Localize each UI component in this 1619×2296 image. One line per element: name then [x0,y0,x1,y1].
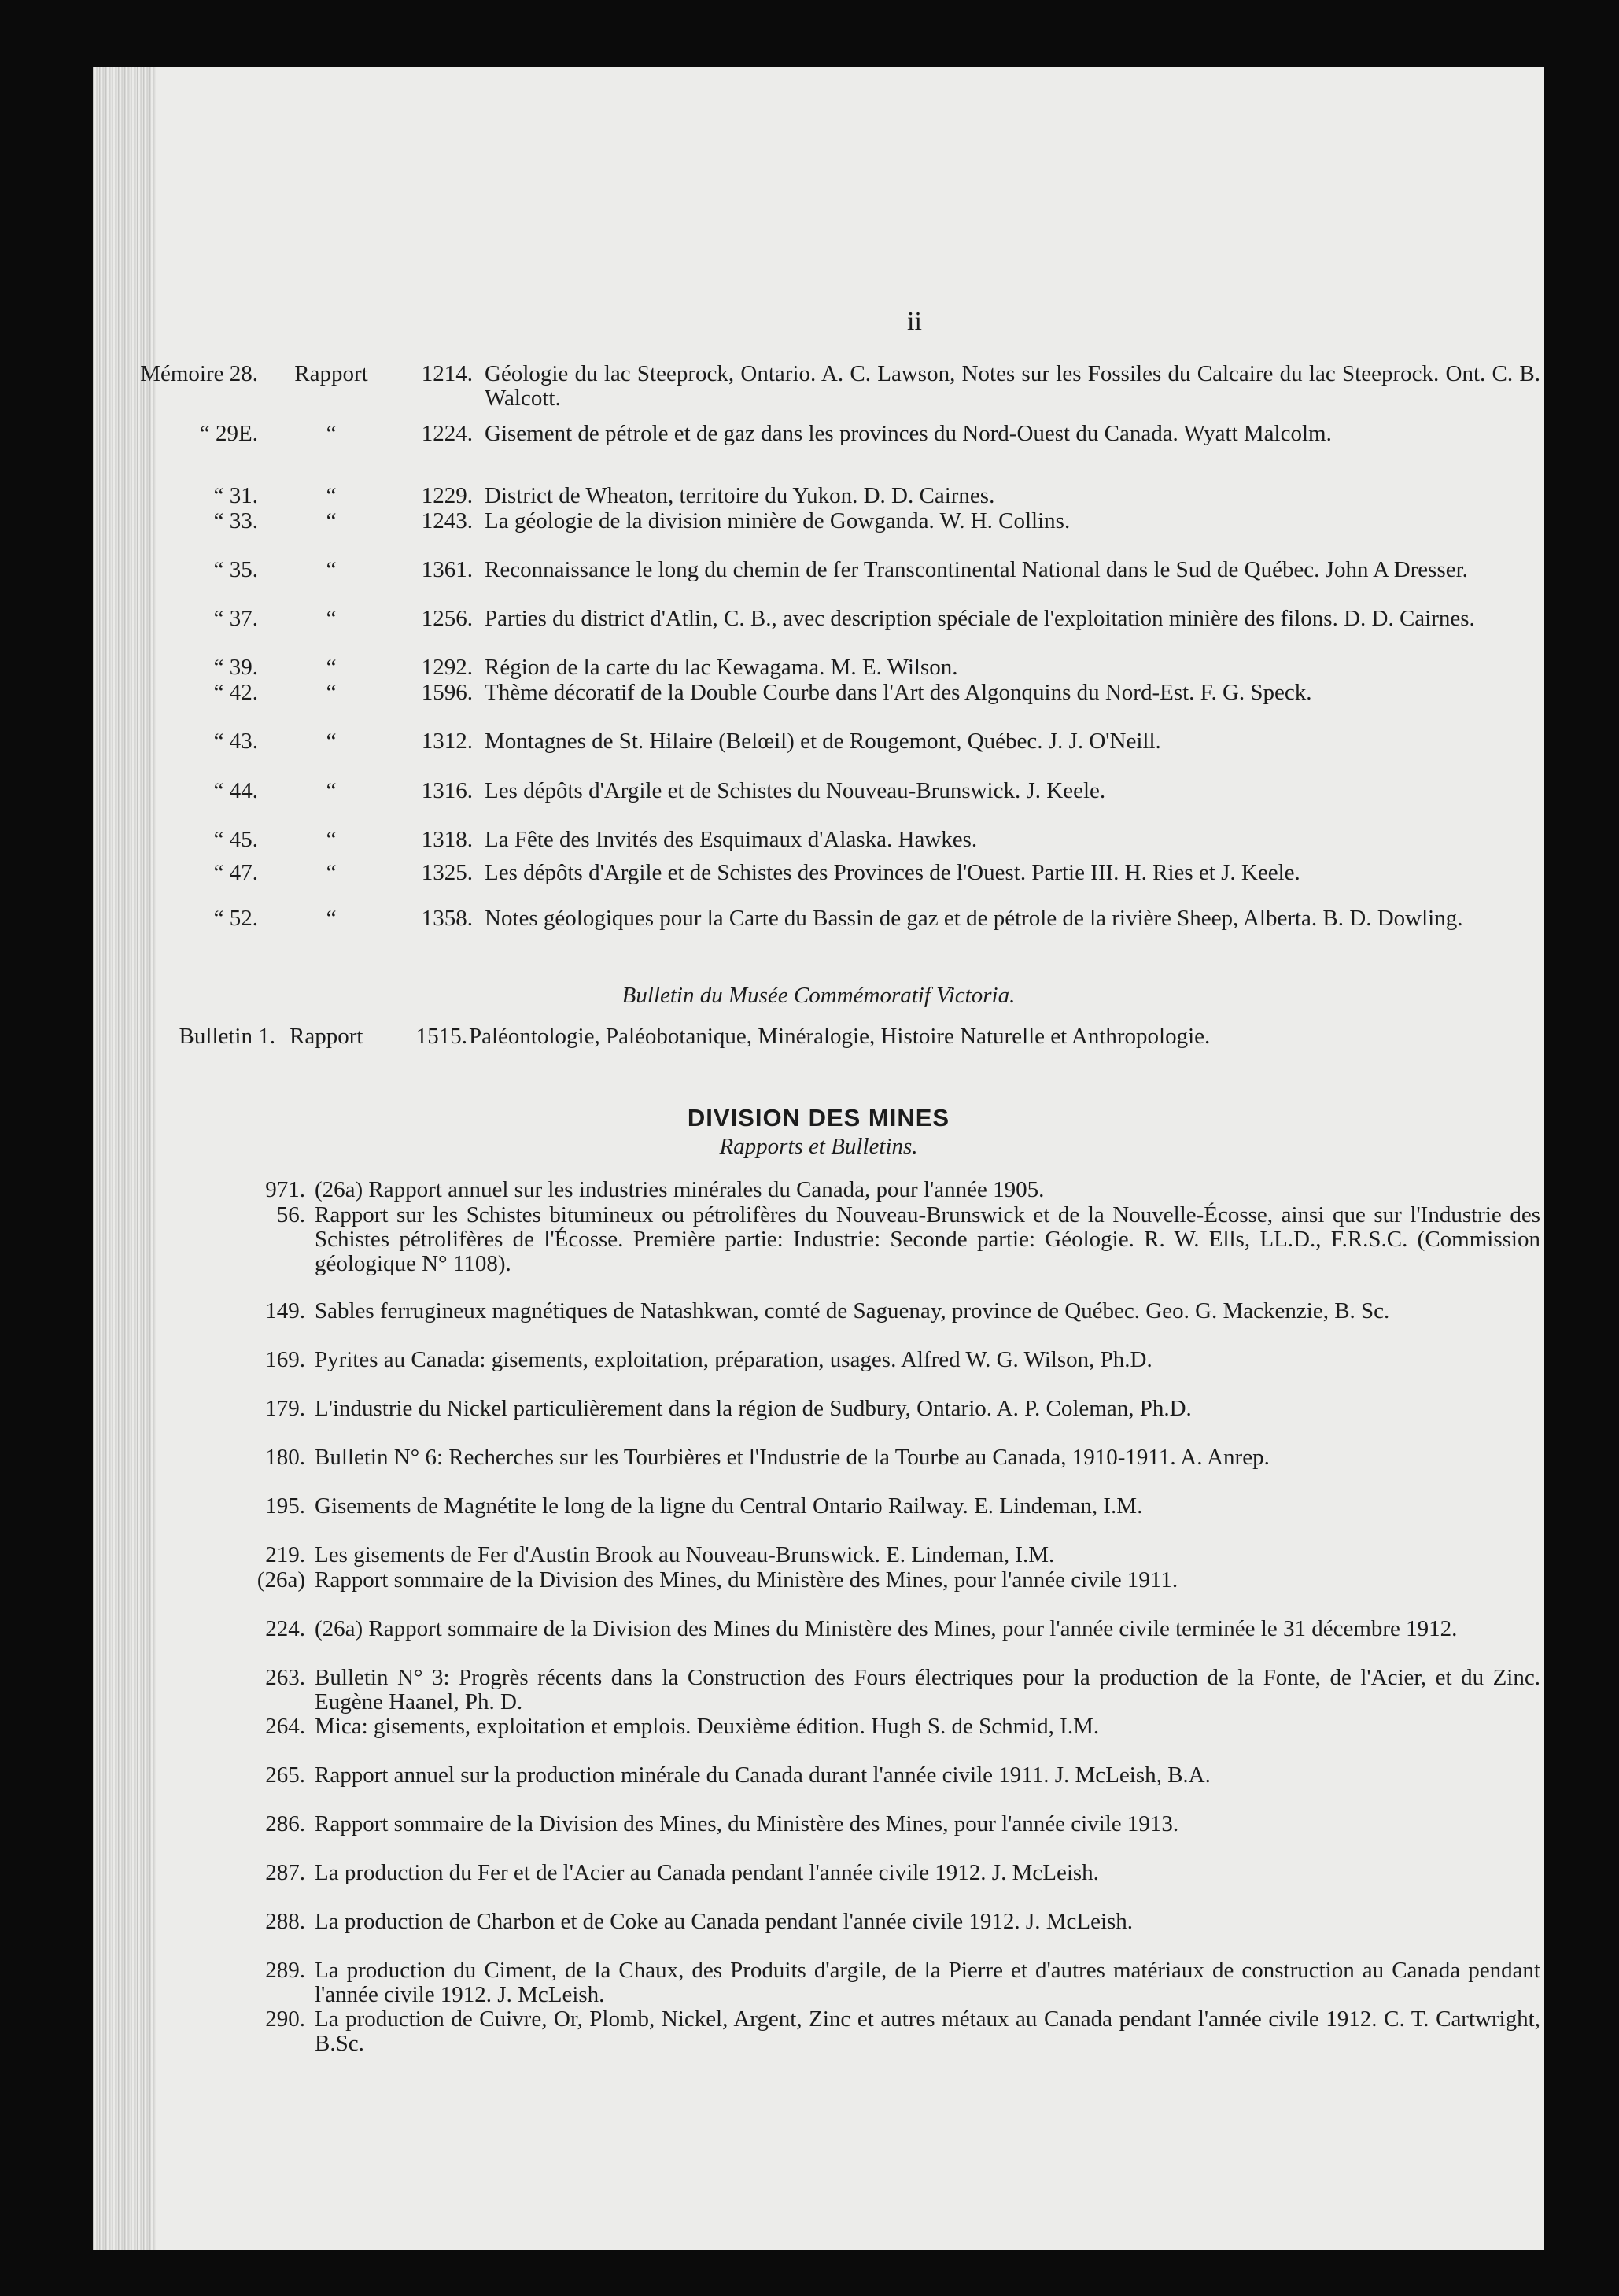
memoire-series: “ 37. [213,606,258,631]
memoire-number: 1229. [421,483,473,508]
memoire-text: Géologie du lac Steeprock, Ontario. A. C. Lawson, Notes sur les Fossiles du Calcaire du lac Steeprock. Ont. C. B. Walcott. [485,361,1540,411]
mines-entry-text: Rapport annuel sur la production minérale du Canada durant l'année civile 1911. J. McLeish, B.A. [315,1763,1211,1788]
bulletin-text: Paléontologie, Paléobotanique, Minéralogie, Histoire Naturelle et Anthropologie. [469,1024,1211,1049]
mines-entry-text: Rapport sommaire de la Division des Mines, du Ministère des Mines, pour l'année civile 1911. [315,1567,1178,1593]
mines-entry-number: 286. [265,1811,305,1836]
mines-entry-number: 290. [265,2006,305,2032]
memoire-text: Gisement de pétrole et de gaz dans les provinces du Nord-Ouest du Canada. Wyatt Malcolm. [485,421,1332,446]
memoire-label: “ [326,508,337,533]
mines-entry-number: 56. [276,1202,305,1227]
division-title: DIVISION DES MINES [687,1104,950,1131]
memoire-series: “ 31. [213,483,258,508]
bulletin-label: Rapport [290,1024,363,1049]
mines-entry-number: 264. [265,1714,305,1739]
memoire-number: 1316. [421,778,473,803]
bulletin-series: Bulletin 1. [179,1024,275,1049]
mines-entry-text: (26a) Rapport annuel sur les industries minérales du Canada, pour l'année 1905. [315,1177,1045,1202]
page-number: ii [907,307,922,336]
mines-entry-text: Bulletin N° 6: Recherches sur les Tourbières et l'Industrie de la Tourbe au Canada, 1910-1911. A. Anrep. [315,1445,1270,1470]
mines-entry-text: Mica: gisements, exploitation et emplois. Deuxième édition. Hugh S. de Schmid, I.M. [315,1714,1100,1739]
mines-entry-text: La production du Fer et de l'Acier au Canada pendant l'année civile 1912. J. McLeish. [315,1860,1099,1885]
memoire-number: 1318. [421,827,473,852]
mines-entry-text: La production de Cuivre, Or, Plomb, Nickel, Argent, Zinc et autres métaux au Canada pendant l'année civile 1912. C. T. Cartwright, B.Sc. [315,2006,1540,2056]
bulletin-heading: Bulletin du Musée Commémoratif Victoria. [621,983,1016,1008]
memoire-text: Les dépôts d'Argile et de Schistes du Nouveau-Brunswick. J. Keele. [485,778,1106,803]
mines-entry-text: L'industrie du Nickel particulièrement dans la région de Sudbury, Ontario. A. P. Coleman, Ph.D. [315,1396,1192,1421]
memoire-text: Reconnaissance le long du chemin de fer Transcontinental National dans le Sud de Québec. John A Dresser. [485,557,1468,582]
memoire-series: “ 42. [213,680,258,705]
mines-entry-number: 180. [265,1445,305,1470]
mines-entry-text: La production du Ciment, de la Chaux, des Produits d'argile, de la Pierre et d'autres matériaux de construction au Canada pendant l'année civile 1912. J. McLeish. [315,1958,1540,2007]
memoire-label: “ [326,906,337,931]
mines-entry-text: Rapport sommaire de la Division des Mines, du Ministère des Mines, pour l'année civile 1913. [315,1811,1179,1836]
memoire-number: 1243. [421,508,473,533]
mines-entry-number: 287. [265,1860,305,1885]
mines-entry-number: 971. [265,1177,305,1202]
mines-entry-text: Pyrites au Canada: gisements, exploitation, préparation, usages. Alfred W. G. Wilson, Ph.D. [315,1347,1152,1372]
mines-entry-number: 149. [265,1298,305,1323]
memoire-number: 1596. [421,680,473,705]
mines-entry-number: (26a) [256,1567,305,1593]
memoire-label: “ [326,655,337,680]
memoire-label: “ [326,680,337,705]
memoire-series: Mémoire 28. [140,361,258,386]
memoire-text: Région de la carte du lac Kewagama. M. E. Wilson. [485,655,958,680]
mines-entry-number: 195. [265,1493,305,1519]
memoire-number: 1224. [421,421,473,446]
memoire-text: La géologie de la division minière de Gowganda. W. H. Collins. [485,508,1071,533]
mines-entry-number: 289. [265,1958,305,1983]
bulletin-number: 1515. [415,1024,467,1049]
mines-entry-number: 219. [265,1542,305,1567]
mines-entry-text: Bulletin N° 3: Progrès récents dans la Construction des Fours électriques pour la production de la Fonte, de l'Acier, et du Zinc. Eugène Haanel, Ph. D. [315,1665,1540,1715]
memoire-label: “ [326,421,337,446]
memoire-text: Montagnes de St. Hilaire (Belœil) et de Rougemont, Québec. J. J. O'Neill. [485,729,1161,754]
memoire-series: “ 35. [213,557,258,582]
mines-entry-number: 179. [265,1396,305,1421]
mines-entry-number: 169. [265,1347,305,1372]
memoire-series: “ 29E. [199,421,258,446]
memoire-series: “ 43. [213,729,258,754]
memoire-series: “ 45. [213,827,258,852]
memoire-series: “ 44. [213,778,258,803]
mines-entry-text: (26a) Rapport sommaire de la Division des Mines du Ministère des Mines, pour l'année civile terminée le 31 décembre 1912. [315,1616,1458,1641]
memoire-number: 1292. [421,655,473,680]
mines-entry-number: 224. [265,1616,305,1641]
memoire-series: “ 47. [213,860,258,885]
memoire-text: Les dépôts d'Argile et de Schistes des Provinces de l'Ouest. Partie III. H. Ries et J. Keele. [485,860,1300,885]
memoire-number: 1214. [421,361,473,386]
memoire-text: Notes géologiques pour la Carte du Bassin de gaz et de pétrole de la rivière Sheep, Alberta. B. D. Dowling. [485,906,1463,931]
memoire-label: “ [326,483,337,508]
memoire-label: “ [326,778,337,803]
memoire-number: 1256. [421,606,473,631]
memoire-number: 1361. [421,557,473,582]
mines-entry-number: 288. [265,1909,305,1934]
memoire-text: District de Wheaton, territoire du Yukon. D. D. Cairnes. [485,483,995,508]
memoire-number: 1312. [421,729,473,754]
mines-entry-text: Les gisements de Fer d'Austin Brook au Nouveau-Brunswick. E. Lindeman, I.M. [315,1542,1055,1567]
memoire-text: La Fête des Invités des Esquimaux d'Alaska. Hawkes. [485,827,978,852]
memoire-text: Parties du district d'Atlin, C. B., avec description spéciale de l'exploitation minière des filons. D. D. Cairnes. [485,606,1475,631]
division-subtitle: Rapports et Bulletins. [719,1134,918,1159]
memoire-label: “ [326,729,337,754]
mines-entry-number: 263. [265,1665,305,1690]
mines-entry-text: La production de Charbon et de Coke au Canada pendant l'année civile 1912. J. McLeish. [315,1909,1134,1934]
memoire-text: Thème décoratif de la Double Courbe dans l'Art des Algonquins du Nord-Est. F. G. Speck. [485,680,1312,705]
memoire-label: “ [326,860,337,885]
memoire-label: “ [326,557,337,582]
memoire-number: 1325. [421,860,473,885]
memoire-label: “ [326,606,337,631]
memoire-label: “ [326,827,337,852]
memoire-series: “ 33. [213,508,258,533]
mines-entry-text: Rapport sur les Schistes bitumineux ou pétrolifères du Nouveau-Brunswick et de la Nouvelle-Écosse, ainsi que sur l'Industrie des Schistes pétrolifères de l'Écosse. Première partie: Industrie: Seconde partie: Géologie. R. W. Ells, LL.D., F.R.S.C. (Commission géologique N° 1108). [315,1202,1540,1276]
page-content [93,67,1544,2250]
memoire-label: Rapport [294,361,368,386]
memoire-series: “ 52. [213,906,258,931]
memoire-number: 1358. [421,906,473,931]
mines-entry-text: Gisements de Magnétite le long de la ligne du Central Ontario Railway. E. Lindeman, I.M. [315,1493,1143,1519]
mines-entry-number: 265. [265,1763,305,1788]
scanned-page [93,67,1544,2250]
memoire-series: “ 39. [213,655,258,680]
mines-entry-text: Sables ferrugineux magnétiques de Natashkwan, comté de Saguenay, province de Québec. Geo. G. Mackenzie, B. Sc. [315,1298,1390,1323]
